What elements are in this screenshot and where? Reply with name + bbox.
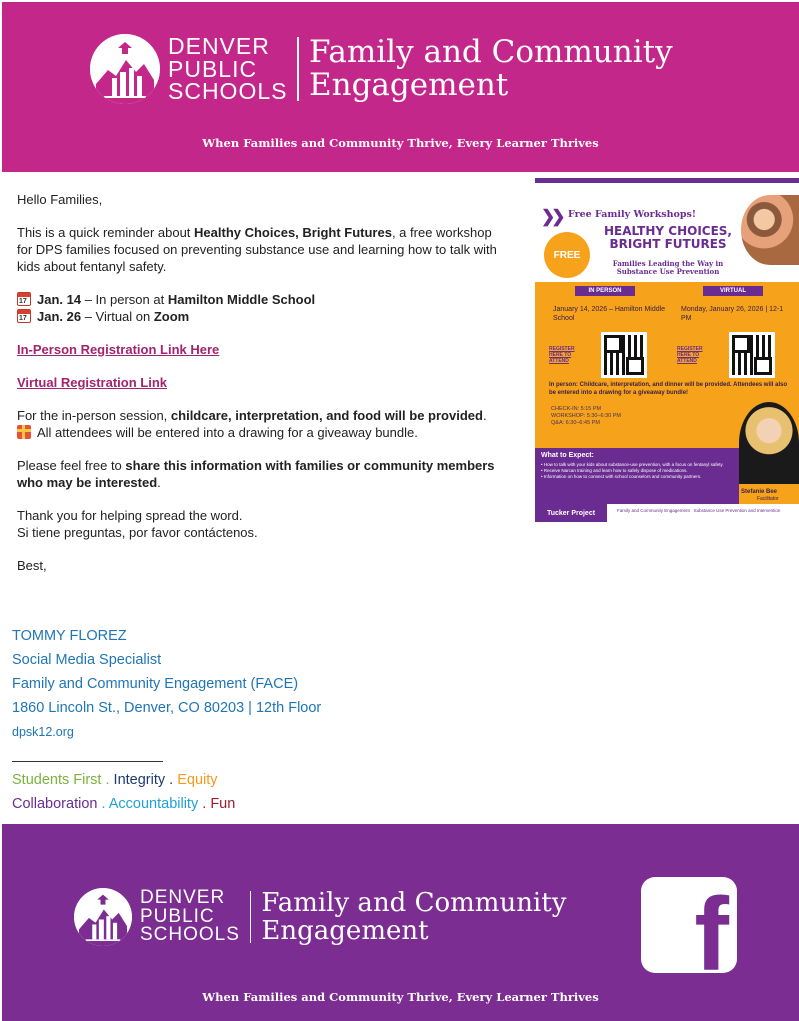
flyer-subtitle: Families Leading the Way in Substance Use Prevention: [612, 259, 724, 276]
services-text: For the in-person session,: [17, 408, 171, 424]
virtual-registration-link[interactable]: Virtual Registration Link: [17, 374, 168, 390]
closing: Best,: [17, 557, 47, 573]
face-title-line2: Engagement: [308, 67, 509, 103]
flyer-times: [551, 406, 621, 427]
face-title-line1: Family and Community: [261, 887, 567, 918]
brand-divider: [250, 891, 252, 943]
services-paragraph: [17, 408, 509, 441]
sender-role: Social Media Specialist: [12, 652, 162, 668]
facebook-icon[interactable]: [641, 877, 737, 973]
dps-logo-icon: [74, 888, 132, 946]
expect-item-text: Information on how to connect with school counselors and community partners.: [543, 474, 702, 479]
value-separator: .: [101, 772, 114, 788]
greeting: Hello Families,: [17, 192, 103, 207]
calendar-icon: [17, 292, 31, 306]
expect-item: • How to talk with your kids about substance-use prevention, with a focus on fentanyl safety.: [541, 462, 724, 467]
value-equity: Equity: [177, 772, 218, 788]
in-person-date: January 14, 2026 – Hamilton Middle School: [553, 306, 666, 322]
thanks-text: Thank you for helping spread the word.: [17, 507, 243, 523]
flyer-top: [535, 178, 799, 282]
event-dates: [17, 292, 509, 325]
expect-item: • Information on how to connect with school counselors and community partners.: [541, 474, 702, 479]
sender-name: TOMMY FLOREZ: [12, 628, 127, 644]
signature-divider: [12, 761, 163, 762]
flyer-title: [593, 225, 743, 251]
speaker-role: Facilitator: [757, 496, 779, 502]
dps-wordmark: [140, 889, 240, 945]
in-person-registration-link[interactable]: In-Person Registration Link Here: [17, 341, 220, 357]
header-brand: [90, 34, 673, 104]
partner-supi: Substance Use Prevention and Intervention: [693, 508, 781, 513]
value-separator: .: [165, 772, 178, 788]
expect-item-text: How to talk with your kids about substance-use prevention, with a focus on fentanyl safety.: [543, 462, 724, 467]
sender-address: 1860 Lincoln St., Denver, CO 80203 | 12th Floor: [12, 700, 322, 716]
workshop-time: WORKSHOP: 5:30–6:30 PM: [551, 413, 621, 419]
brand-divider: [297, 37, 299, 101]
share-text: Please feel free to: [17, 458, 126, 474]
email-signature: [12, 624, 321, 744]
qr-code-icon: [729, 332, 775, 378]
event1-place: Hamilton Middle School: [167, 291, 316, 307]
dps-word-schools: SCHOOLS: [140, 924, 240, 946]
values-row2: [12, 792, 235, 816]
spanish-text: Si tiene preguntas, por favor contáctenos.: [17, 524, 258, 540]
dps-logo-icon: [90, 34, 160, 104]
tucker-project-logo: Tucker Project: [535, 504, 607, 522]
in-person-tag: IN PERSON: [575, 286, 635, 296]
flyer-expect-box: [535, 448, 739, 506]
share-end: .: [157, 474, 161, 490]
services-bold: childcare, interpretation, and food will be provided: [170, 408, 483, 424]
flyer-in-person-col: [543, 286, 667, 364]
speaker-photo: [739, 402, 799, 484]
dps-word-public: PUBLIC: [140, 905, 215, 927]
value-students-first: Students First: [12, 772, 102, 788]
value-fun: Fun: [210, 796, 236, 812]
event2-place: Zoom: [153, 308, 190, 324]
share-bold: share this information with families or community members who may be interested: [17, 458, 495, 490]
flyer-free-workshops: Free Family Workshops!: [568, 209, 697, 220]
in-person-link-row: [17, 342, 509, 359]
value-integrity: Integrity: [113, 772, 166, 788]
free-badge: FREE: [547, 235, 587, 275]
workshop-flyer[interactable]: [535, 178, 799, 522]
expect-item-text: Receive Narcan training and learn how to safely dispose of medications.: [543, 468, 688, 473]
dps-word-public: PUBLIC: [168, 55, 258, 82]
face-title: [308, 33, 673, 103]
value-accountability: Accountability: [108, 796, 199, 812]
event1-date: Jan. 14: [37, 291, 82, 307]
intro-text-rest: , a free workshop for DPS families focused on preventing substance use and learning how to talk with kids about fentanyl safety.: [17, 225, 497, 274]
qa-time: Q&A: 6:30–6:45 PM: [551, 420, 600, 426]
partner-face: Family and Community Engagement: [617, 508, 690, 513]
virtual-register: REGISTER HERE TO ATTEND: [677, 346, 703, 364]
share-paragraph: [17, 458, 509, 491]
footer-brand: [74, 888, 566, 946]
message-body: [17, 192, 509, 591]
value-separator: .: [97, 796, 109, 812]
virtual-link-row: [17, 375, 509, 392]
values-row1: [12, 768, 235, 792]
face-title-line1: Family and Community: [308, 33, 673, 70]
speaker-name: Stefanie Bee: [741, 489, 778, 495]
event2-date: Jan. 26: [37, 308, 82, 324]
qr-code-icon: [601, 332, 647, 378]
flyer-title-line1: HEALTHY CHOICES,: [603, 224, 732, 238]
family-photo: [741, 195, 799, 265]
expect-heading: What to Expect:: [541, 452, 594, 459]
value-collaboration: Collaboration: [12, 796, 98, 812]
calendar-icon: [17, 309, 31, 323]
intro-text: This is a quick reminder about: [17, 225, 195, 241]
website-link[interactable]: dpsk12.org: [12, 725, 74, 739]
dps-word-denver: DENVER: [140, 887, 226, 909]
in-person-register: REGISTER HERE TO ATTEND: [549, 346, 575, 364]
value-separator: .: [198, 796, 211, 812]
virtual-tag: VIRTUAL: [703, 286, 763, 296]
facebook-letter: f: [694, 877, 729, 973]
event2-text: – Virtual on: [81, 308, 154, 324]
chevron-right-icon: ❯❯: [541, 207, 562, 226]
virtual-date: Monday, January 26, 2026 | 12-1 PM: [681, 306, 784, 322]
face-title-line2: Engagement: [261, 916, 429, 946]
expect-item: • Receive Narcan training and learn how to safely dispose of medications.: [541, 468, 688, 473]
dps-word-denver: DENVER: [168, 33, 270, 60]
dps-values: [12, 768, 235, 816]
workshop-name: Healthy Choices, Bright Futures: [194, 225, 392, 241]
footer-tagline: When Families and Community Thrive, Every Learner Thrives: [202, 990, 599, 1004]
thanks-paragraph: [17, 508, 509, 541]
partner-logos: [617, 508, 780, 513]
flyer-partner-bar: [535, 504, 799, 522]
checkin-time: CHECK-IN: 5:15 PM: [551, 406, 602, 412]
expect-list: [541, 462, 733, 480]
intro-paragraph: [17, 225, 509, 275]
header-banner: [2, 2, 799, 172]
dps-wordmark: [168, 35, 287, 103]
face-title: [261, 889, 566, 945]
header-tagline: When Families and Community Thrive, Every Learner Thrives: [202, 136, 599, 150]
gift-icon: [17, 425, 31, 439]
flyer-title-line2: BRIGHT FUTURES: [609, 237, 727, 251]
sender-dept: Family and Community Engagement (FACE): [12, 676, 299, 692]
services-end: .: [482, 408, 487, 424]
flyer-virtual-col: [671, 286, 795, 364]
giveaway-text: All attendees will be entered into a drawing for a giveaway bundle.: [37, 424, 418, 440]
dps-word-schools: SCHOOLS: [168, 78, 288, 105]
flyer-note: In person: Childcare, interpretation, and dinner will be provided. Attendees will also be entered into a drawing for a giveaway bundle!: [549, 382, 788, 396]
footer-banner: [2, 824, 799, 1021]
event1-text: – In person at: [81, 291, 168, 307]
